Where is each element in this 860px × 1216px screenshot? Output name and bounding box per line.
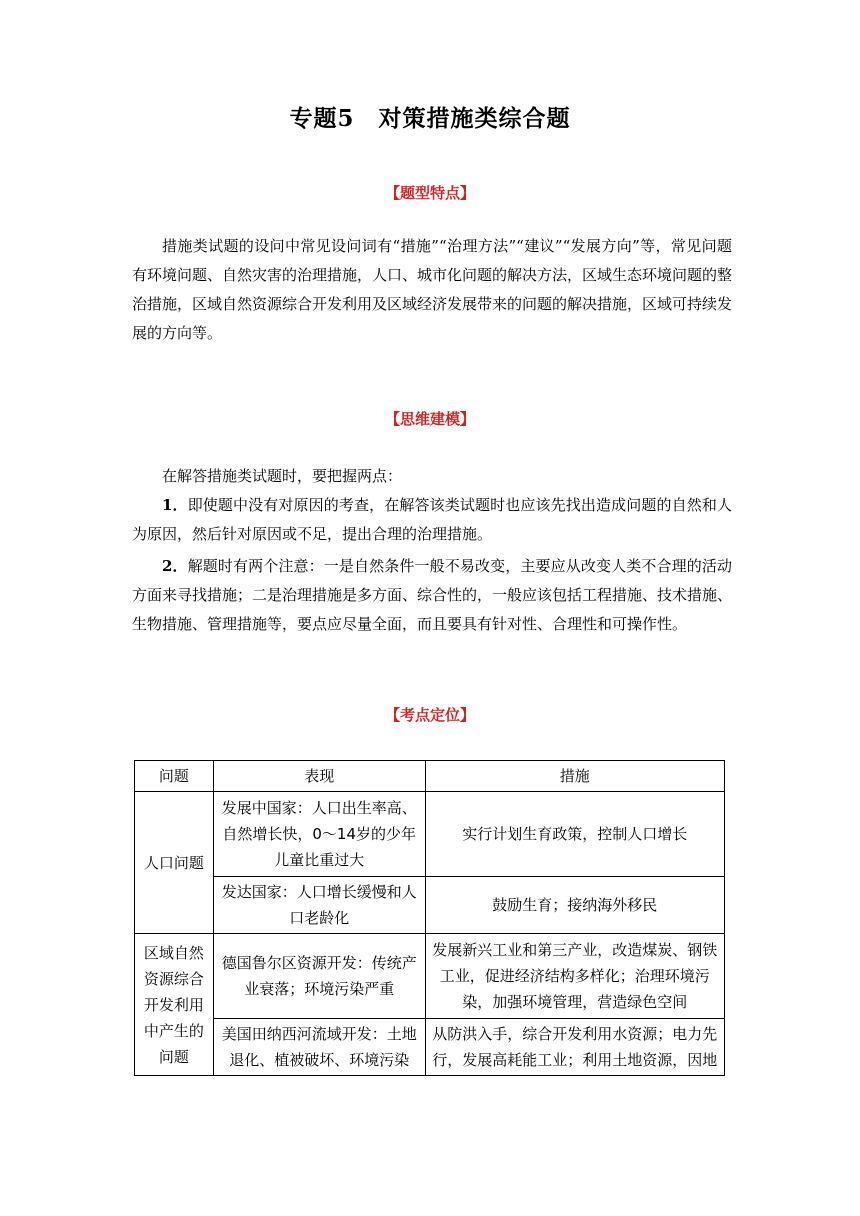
modeling-point-1 [132,491,732,549]
point-number: 1． [162,496,188,514]
measure-cell: 从防洪入手，综合开发利用水资源；电力先行，发展高耗能工业；利用土地资源，因地 [425,1019,724,1076]
features-paragraph: 措施类试题的设问中常见设问词有“措施”“治理方法”“建议”“发展方向”等，常见问题有环境问题、自然灾害的治理措施，人口、城市化问题的解决方法，区域生态环境问题的整治措施，区域自然资源综合开发利用及区域经济发展带来的问题的解决措施，区域可持续发展的方向等。 [132,237,733,342]
section-heading-features: 【题型特点】 [384,184,475,202]
manifestation-cell: 德国鲁尔区资源开发：传统产业衰落；环境污染严重 [213,934,425,1019]
table-row [135,934,725,1019]
measure-cell: 实行计划生育政策，控制人口增长 [425,792,724,877]
modeling-intro: 在解答措施类试题时，要把握两点： [162,467,403,485]
measure-cell: 鼓励生育；接纳海外移民 [425,877,724,934]
problem-cell: 区域自然资源综合开发利用中产生的问题 [135,934,214,1076]
measure-cell: 发展新兴工业和第三产业，改造煤炭、钢铁工业，促进经济结构多样化；治理环境污染，加强环境管理，营造绿色空间 [425,934,724,1019]
manifestation-cell: 发展中国家：人口出生率高、自然增长快，0～14岁的少年儿童比重过大 [213,792,425,877]
header-measures: 措施 [425,761,724,792]
table-row [135,1019,725,1076]
point-number: 2． [162,557,188,575]
point-text: 即使题中没有对原因的考查，在解答该类试题时也应该先找出造成问题的自然和人为原因，然后针对原因或不足，提出合理的治理措施。 [132,496,732,543]
table-row [135,877,725,934]
section-heading-locating: 【考点定位】 [384,706,475,724]
page-title: 专题5 对策措施类综合题 [289,105,571,132]
header-problem: 问题 [135,761,214,792]
modeling-point-2 [132,552,732,639]
problem-cell: 人口问题 [135,792,214,934]
manifestation-cell: 美国田纳西河流域开发：土地退化、植被破坏、环境污染 [213,1019,425,1076]
measures-table [134,760,725,1076]
point-text: 解题时有两个注意：一是自然条件一般不易改变，主要应从改变人类不合理的活动方面来寻找措施；二是治理措施是多方面、综合性的，一般应该包括工程措施、技术措施、生物措施、管理措施等，要点应尽量全面，而且要具有针对性、合理性和可操作性。 [132,557,733,633]
table-header-row [135,761,725,792]
header-manifestation: 表现 [213,761,425,792]
table-row [135,792,725,877]
manifestation-cell: 发达国家：人口增长缓慢和人口老龄化 [213,877,425,934]
section-heading-modeling: 【思维建模】 [384,410,475,428]
